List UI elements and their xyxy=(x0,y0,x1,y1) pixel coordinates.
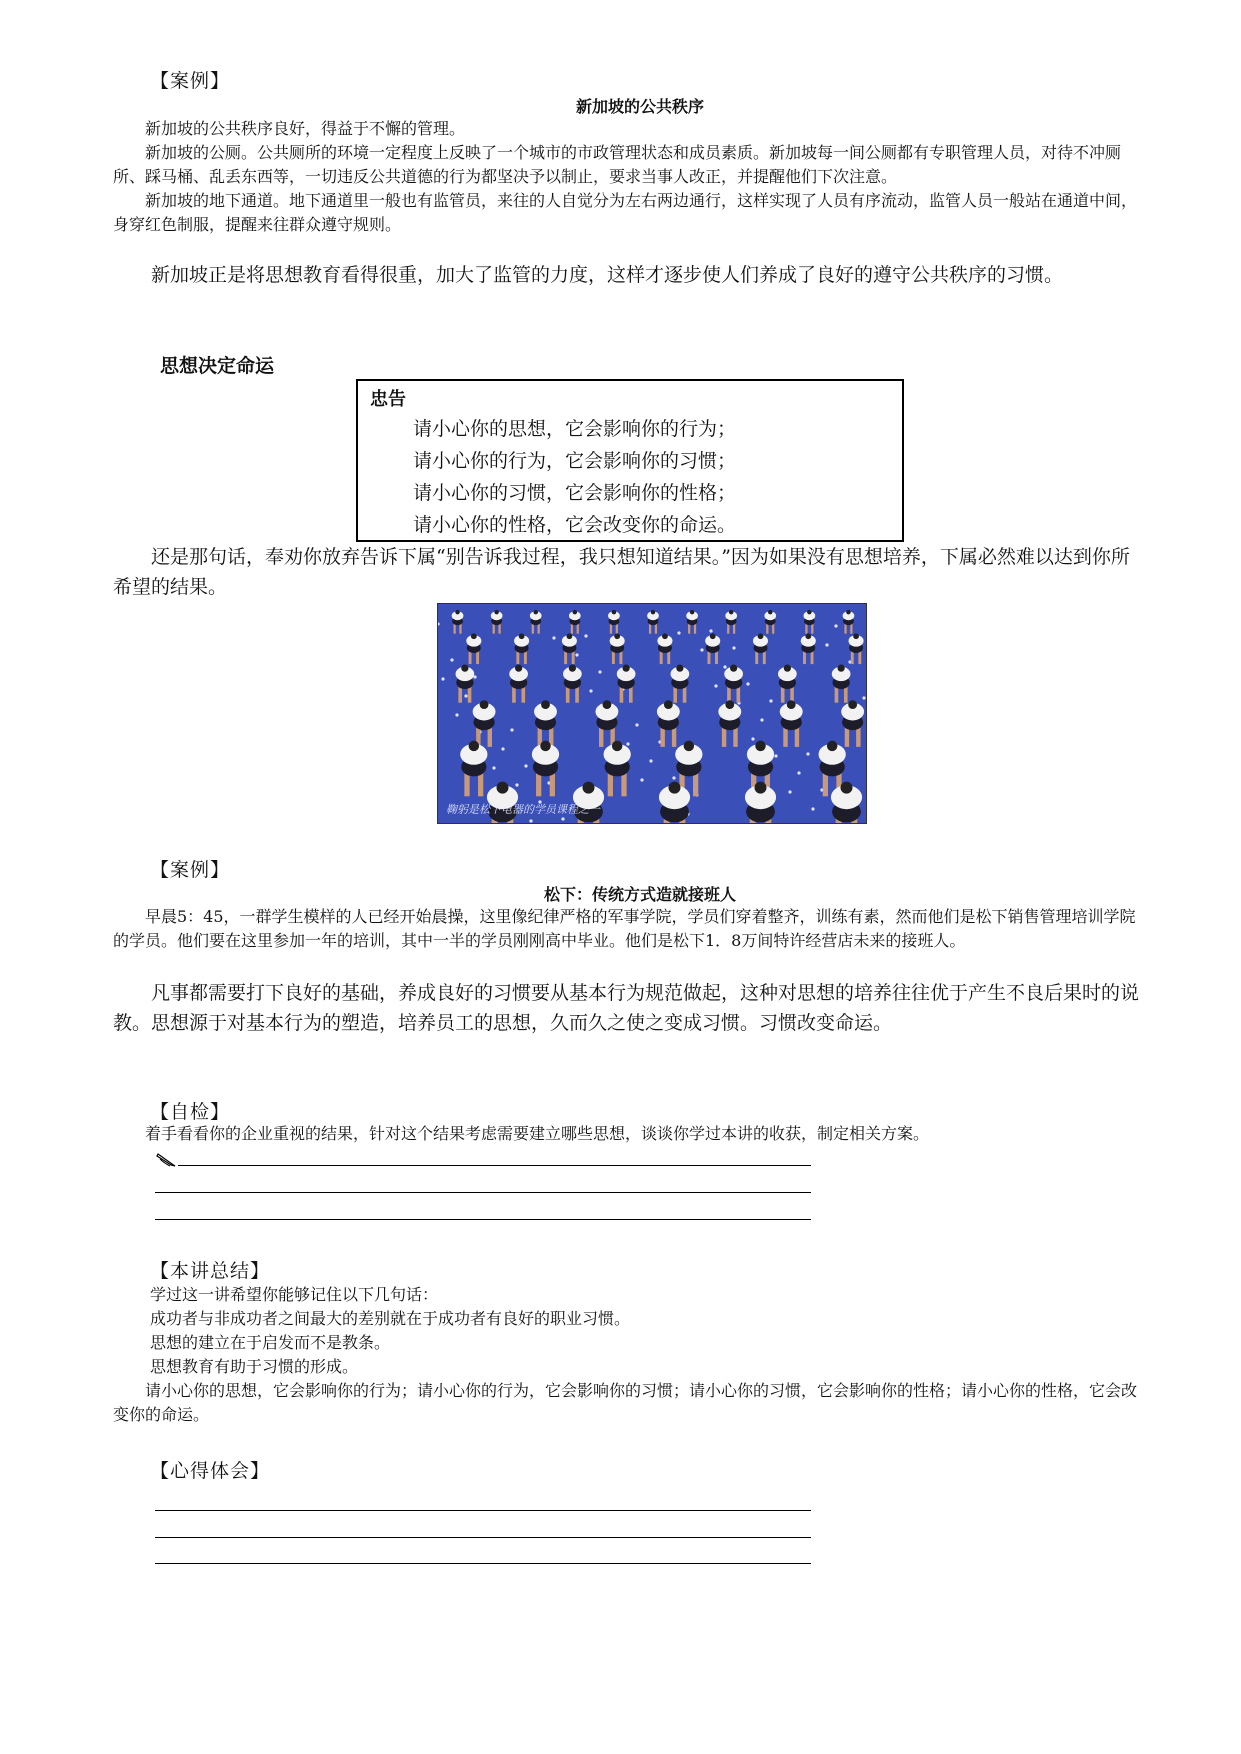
floor-marker xyxy=(598,670,601,673)
section-heading: 思想决定命运 xyxy=(160,355,275,377)
floor-marker xyxy=(806,752,809,755)
summary-line: 思想的建立在于启发而不是教条。 xyxy=(150,1333,391,1352)
floor-marker xyxy=(774,754,777,757)
floor-marker xyxy=(751,737,754,740)
floor-marker xyxy=(723,665,726,668)
reflection-line[interactable] xyxy=(155,1510,811,1511)
floor-marker xyxy=(561,817,564,820)
summary-body xyxy=(113,1283,1143,1427)
answer-line[interactable] xyxy=(178,1165,811,1166)
floor-marker xyxy=(510,728,513,731)
floor-marker xyxy=(529,819,532,822)
case1-summary xyxy=(113,260,1143,290)
reflection-line[interactable] xyxy=(155,1537,811,1538)
floor-marker xyxy=(515,783,518,786)
summary-line: 学过这一讲希望你能够记住以下几句话： xyxy=(150,1285,439,1304)
floor-marker xyxy=(746,682,749,685)
floor-marker xyxy=(760,718,763,721)
selfcheck-prompt-text: 着手看看你的企业重视的结果，针对这个结果考虑需要建立哪些思想，谈谈你学过本讲的收获，制定相关方案。 xyxy=(145,1124,930,1143)
floor-marker xyxy=(584,634,587,637)
selfcheck-label: 【自检】 xyxy=(150,1101,231,1123)
floor-marker xyxy=(450,658,453,661)
floor-marker xyxy=(709,629,712,632)
advice-paragraph xyxy=(113,542,1143,602)
case1-body xyxy=(113,117,1143,237)
floor-marker xyxy=(769,699,772,702)
pencil-icon xyxy=(156,1151,178,1169)
summary-label: 【本讲总结】 xyxy=(150,1260,271,1282)
floor-marker xyxy=(714,684,717,687)
floor-marker xyxy=(501,747,504,750)
advice-title: 忠告 xyxy=(370,389,406,410)
floor-marker xyxy=(677,631,680,634)
photo-caption: 鞠躬是松下电器的学员课程之一 xyxy=(446,803,600,816)
advice-line: 请小心你的习惯，它会影响你的性格； xyxy=(413,482,737,504)
floor-marker xyxy=(575,653,578,656)
floor-marker xyxy=(626,742,629,745)
case2-summary-text: 凡事都需要打下良好的基础，养成良好的习惯要从基本行为规范做起，这种对思想的培养往往优于产生不良后果时的说教。思想源于对基本行为的塑造，培养员工的思想，久而久之使之变成习惯。习惯改变命运。 xyxy=(113,982,1140,1034)
selfcheck-prompt xyxy=(113,1122,1143,1146)
answer-line[interactable] xyxy=(155,1192,811,1193)
floor-marker xyxy=(797,771,800,774)
case2-summary xyxy=(113,978,1143,1038)
case2-label: 【案例】 xyxy=(150,859,231,881)
floor-marker xyxy=(640,778,643,781)
floor-marker xyxy=(700,648,703,651)
advice-line: 请小心你的行为，它会影响你的习惯； xyxy=(413,450,737,472)
case2-paragraph: 早晨5：45，一群学生模样的人已经开始晨操，这里像纪律严格的军事学院，学员们穿着整齐，训练有素，然而他们是松下销售管理培训学院的学员。他们要在这里参加一年的培训，其中一半的学员刚刚高中毕业。他们是松下1．8万间特许经营店未来的接班人。 xyxy=(113,907,1136,950)
floor-marker xyxy=(788,790,791,793)
floor-marker xyxy=(552,636,555,639)
reflection-line[interactable] xyxy=(155,1563,811,1564)
floor-marker xyxy=(672,776,675,779)
advice-paragraph-text: 还是那句话，奉劝你放弃告诉下属“别告诉我过程，我只想知道结果。”因为如果没有思想培养，下属必然难以达到你所希望的结果。 xyxy=(113,546,1130,598)
case1-title: 新加坡的公共秩序 xyxy=(575,97,704,116)
floor-marker xyxy=(455,713,458,716)
answer-line[interactable] xyxy=(155,1219,811,1220)
summary-line: 请小心你的思想，它会影响你的行为；请小心你的行为，它会影响你的习惯；请小心你的习惯，它会影响你的性格；请小心你的性格，它会改变你的命运。 xyxy=(113,1381,1138,1424)
floor-marker xyxy=(825,643,828,646)
floor-marker xyxy=(732,646,735,649)
summary-line: 思想教育有助于习惯的形成。 xyxy=(150,1357,359,1376)
case1-paragraph: 新加坡的公厕。公共厕所的环境一定程度上反映了一个城市的市政管理状态和成员素质。新加坡每一间公厕都有专职管理人员，对待不冲厕所、踩马桶、乱丢东西等，一切违反公共道德的行为都坚决予以制止，要求当事人改正，并提醒他们下次注意。 xyxy=(113,143,1122,186)
floor-marker xyxy=(649,759,652,762)
case1-summary-text: 新加坡正是将思想教育看得很重，加大了监管的力度，这样才逐步使人们养成了良好的遵守公共秩序的习惯。 xyxy=(151,264,1064,286)
floor-marker xyxy=(834,624,837,627)
case1-paragraph: 新加坡的公共秩序良好，得益于不懈的管理。 xyxy=(145,119,466,138)
case1-paragraph: 新加坡的地下通道。地下通道里一般也有监管员，来往的人自觉分为左右两边通行，这样实现了人员有序流动，监管人员一般站在通道中间，身穿红色制服，提醒来往群众遵守规则。 xyxy=(113,191,1138,234)
floor-marker xyxy=(862,696,865,699)
advice-box xyxy=(356,379,904,542)
floor-marker xyxy=(589,689,592,692)
case2-title: 松下：传统方式造就接班人 xyxy=(543,885,736,904)
floor-marker xyxy=(441,677,444,680)
floor-marker xyxy=(492,766,495,769)
floor-marker xyxy=(635,723,638,726)
floor-marker xyxy=(811,807,814,810)
advice-line: 请小心你的思想，它会影响你的行为； xyxy=(413,418,737,440)
case1-label: 【案例】 xyxy=(150,70,231,92)
case2-body xyxy=(113,905,1143,953)
summary-line: 成功者与非成功者之间最大的差别就在于成功者有良好的职业习惯。 xyxy=(150,1309,631,1328)
photo-graphic xyxy=(438,604,867,824)
reflection-label: 【心得体会】 xyxy=(150,1460,271,1482)
floor-marker xyxy=(464,694,467,697)
advice-line: 请小心你的性格，它会改变你的命运。 xyxy=(413,514,737,536)
bowing-students-photo xyxy=(437,603,867,824)
floor-marker xyxy=(524,764,527,767)
